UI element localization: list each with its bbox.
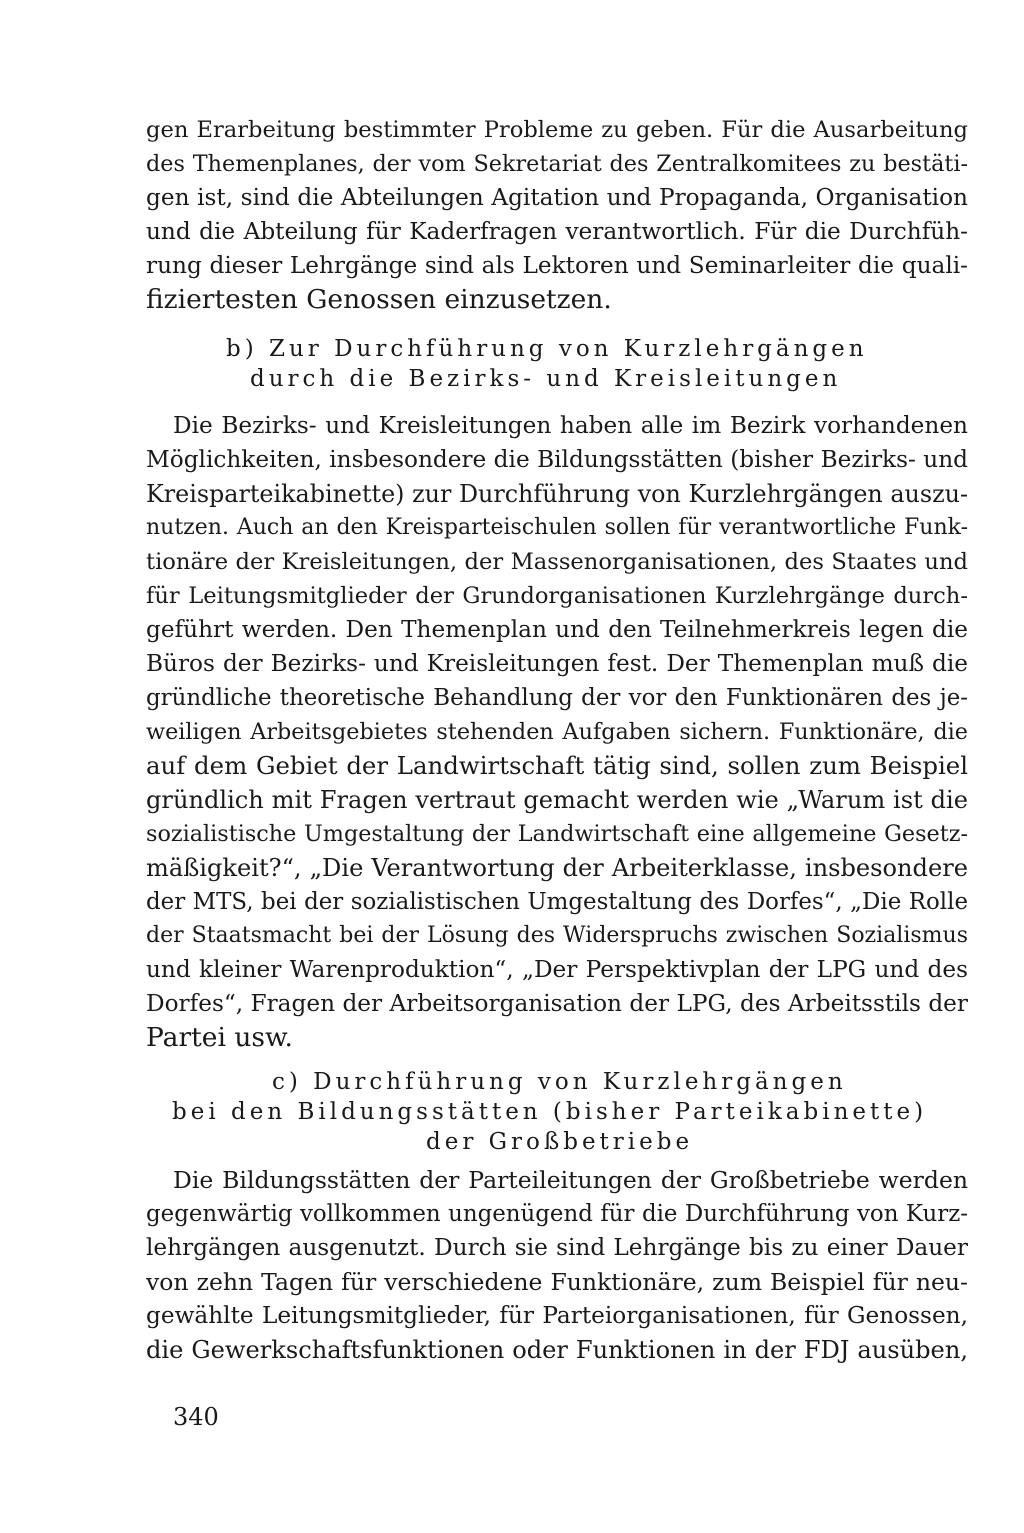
text-line: und die Abteilung für Kaderfragen verantwortlich. Für die Durchfüh-: [146, 218, 968, 245]
text-line: geführt werden. Den Themenplan und den Teilnehmerkreis legen die: [146, 616, 968, 643]
text-line: mäßigkeit?“, „Die Verantwortung der Arbeiterklasse, insbesondere: [146, 854, 968, 882]
text-line: und kleiner Warenproduktion“, „Der Perspektivplan der LPG und des: [146, 956, 968, 983]
text-line: Die Bezirks- und Kreisleitungen haben alle im Bezirk vorhandenen: [173, 412, 968, 439]
text-line: gen ist, sind die Abteilungen Agitation und Propaganda, Organisation: [146, 184, 968, 211]
text-line: des Themenplanes, der vom Sekretariat des Zentralkomitees zu bestäti-: [146, 151, 968, 177]
text-line: die Gewerkschaftsfunktionen oder Funktionen in der FDJ ausüben,: [146, 1336, 968, 1364]
text-line: lehrgängen ausgenutzt. Durch sie sind Lehrgänge bis zu einer Dauer: [146, 1234, 968, 1261]
heading-line: durch die Bezirks- und Kreisleitungen: [250, 366, 842, 392]
text-line: fiziertesten Genossen einzusetzen.: [146, 284, 612, 315]
text-line: Partei usw.: [146, 1022, 293, 1053]
text-line: Möglichkeiten, insbesondere die Bildungsstätten (bisher Bezirks- und: [146, 446, 968, 473]
text-line: gründliche theoretische Behandlung der vor den Funktionären des je-: [146, 685, 968, 711]
text-line: nutzen. Auch an den Kreisparteischulen sollen für verantwortliche Funk-: [146, 515, 968, 540]
text-line: Dorfes“, Fragen der Arbeitsorganisation der LPG, des Arbeitsstils der: [146, 990, 968, 1017]
text-line: von zehn Tagen für verschiedene Funktionäre, zum Beispiel für neu-: [146, 1268, 968, 1296]
heading-line: b) Zur Durchführung von Kurzlehrgängen: [226, 336, 868, 362]
text-line: gründlich mit Fragen vertraut gemacht werden wie „Warum ist die: [146, 786, 968, 814]
text-line: gen Erarbeitung bestimmter Probleme zu geben. Für die Ausarbeitung: [146, 117, 968, 143]
text-line: gegenwärtig vollkommen ungenügend für die Durchführung von Kurz-: [146, 1201, 968, 1227]
text-line: Büros der Bezirks- und Kreisleitungen fest. Der Themenplan muß die: [146, 650, 968, 677]
text-line: tionäre der Kreisleitungen, der Massenorganisationen, des Staates und: [146, 549, 968, 575]
text-line: der MTS, bei der sozialistischen Umgestaltung des Dorfes“, „Die Rolle: [146, 889, 968, 915]
text-line: der Staatsmacht bei der Lösung des Widerspruchs zwischen Sozialismus: [146, 923, 968, 948]
text-line: Kreisparteikabinette) zur Durchführung von Kurzlehrgängen auszu-: [146, 480, 968, 508]
heading-line: c) Durchführung von Kurzlehrgängen: [272, 1069, 847, 1095]
text-line: Die Bildungsstätten der Parteileitungen der Großbetriebe werden: [173, 1166, 968, 1194]
text-line: weiligen Arbeitsgebietes stehenden Aufgaben sichern. Funktionäre, die: [146, 719, 968, 745]
text-line: auf dem Gebiet der Landwirtschaft tätig sind, sollen zum Beispiel: [146, 751, 968, 780]
text-line: sozialistische Umgestaltung der Landwirtschaft eine allgemeine Gesetz-: [146, 821, 968, 847]
text-line: rung dieser Lehrgänge sind als Lektoren und Seminarleiter die quali-: [146, 252, 968, 279]
text-line: gewählte Leitungsmitglieder, für Parteiorganisationen, für Genossen,: [146, 1302, 968, 1329]
heading-line: bei den Bildungsstätten (bisher Parteikabinette): [172, 1099, 928, 1125]
text-line: für Leitungsmitglieder der Grundorganisationen Kurzlehrgänge durch-: [146, 583, 968, 609]
page-number: 340: [173, 1403, 219, 1431]
heading-line: der Großbetriebe: [426, 1129, 694, 1155]
